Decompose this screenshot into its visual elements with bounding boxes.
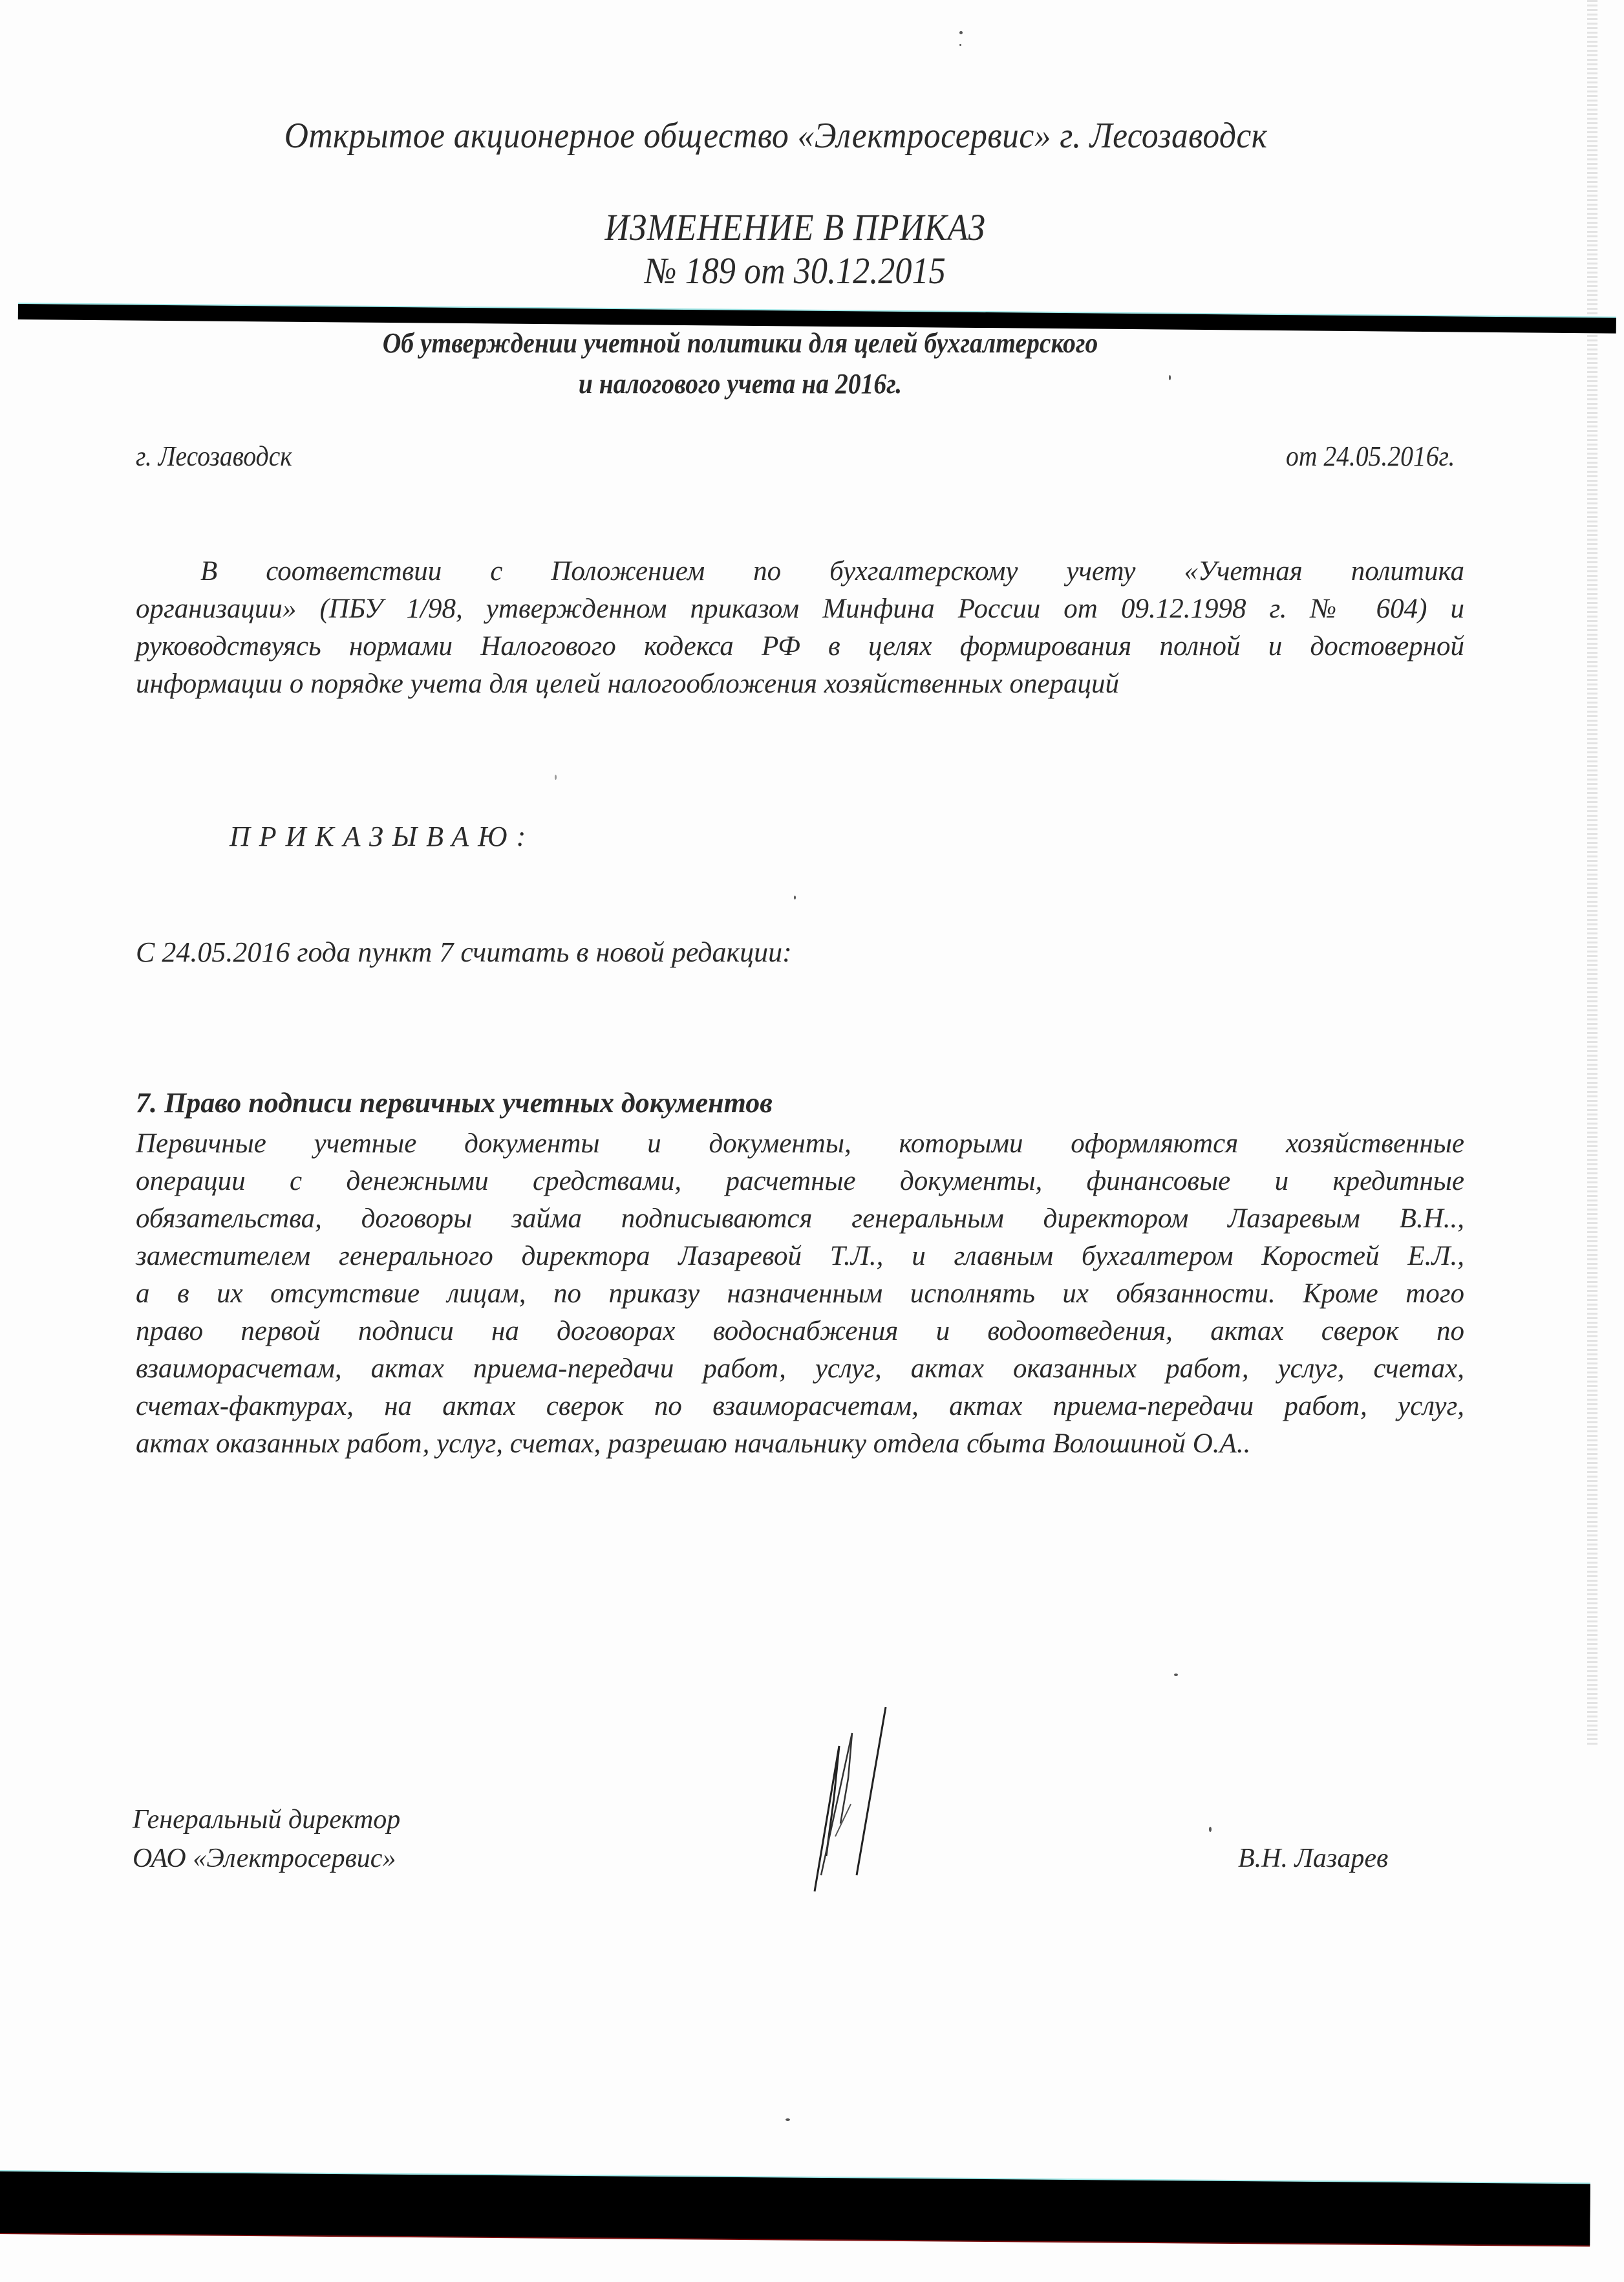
preamble-line: организации» (ПБУ 1/98, утвержденном приказом Минфина России от 09.12.1998 г. № 604) и — [136, 594, 1464, 624]
section-body-paragraph — [136, 1125, 1464, 1463]
section-line: взаиморасчетам, актах приема-передачи работ, услуг, актах оказанных работ, услуг, счетах, — [136, 1353, 1464, 1384]
scan-speck — [555, 775, 557, 780]
subtitle-line-2: и налогового учета на 2016г. — [578, 368, 903, 400]
scan-speck — [959, 31, 963, 34]
section-line: а в их отсутствие лицам, по приказу назначенным исполнять их обязанности. Кроме того — [136, 1278, 1464, 1309]
subtitle-line-1: Об утверждении учетной политики для целей бухгалтерского — [382, 327, 1098, 359]
section-line: право первой подписи на договорах водоснабжения и водоотведения, актах сверок по — [136, 1316, 1464, 1346]
section-line: актах оказанных работ, услуг, счетах, разрешаю начальнику отдела сбыта Волошиной О.А.. — [136, 1428, 1251, 1459]
scanner-noise-strip — [1587, 0, 1597, 1746]
scan-speck — [1174, 1674, 1178, 1676]
section-line: обязательства, договоры займа подписываются генеральным директором Лазаревым В.Н.., — [136, 1203, 1464, 1234]
scan-speck — [1209, 1827, 1212, 1832]
scan-speck — [785, 2118, 790, 2121]
scan-speck — [794, 896, 796, 899]
section-heading: 7. Право подписи первичных учетных документов — [136, 1087, 773, 1119]
scan-speck — [959, 44, 961, 46]
signatory-organization: ОАО «Электросервис» — [133, 1844, 396, 1873]
preamble-line: руководствуясь нормами Налогового кодекса РФ в целях формирования полной и достоверной — [136, 631, 1464, 662]
order-reference: № 189 от 30.12.2015 — [645, 250, 946, 292]
organization-header: Открытое акционерное общество «Электросервис» г. Лесозаводск — [284, 116, 1268, 156]
preamble-line: В соответствии с Положением по бухгалтерскому учету «Учетная политика — [200, 556, 1464, 587]
document-place: г. Лесозаводск — [136, 440, 292, 472]
section-line: заместителем генерального директора Лазаревой Т.Л., и главным бухгалтером Коростей Е.Л., — [136, 1241, 1464, 1271]
section-line: операции с денежными средствами, расчетные документы, финансовые и кредитные — [136, 1166, 1464, 1196]
section-line: Первичные учетные документы и документы, которыми оформляются хозяйственные — [136, 1128, 1464, 1159]
order-statement: С 24.05.2016 года пункт 7 считать в новой редакции: — [136, 936, 792, 968]
order-keyword: ПРИКАЗЫВАЮ: — [230, 821, 535, 852]
document-date: от 24.05.2016г. — [1285, 440, 1455, 472]
section-line: счетах-фактурах, на актах сверок по взаиморасчетам, актах приема-передачи работ, услуг, — [136, 1391, 1464, 1421]
signatory-role: Генеральный директор — [133, 1805, 401, 1835]
preamble-line: информации о порядке учета для целей налогообложения хозяйственных операций — [136, 669, 1120, 699]
scan-bottom-black-bar — [0, 2171, 1590, 2245]
document-title: ИЗМЕНЕНИЕ В ПРИКАЗ — [604, 206, 986, 248]
signatory-name: В.Н. Лазарев — [1238, 1844, 1389, 1873]
preamble-paragraph — [136, 553, 1464, 703]
handwritten-signature-icon — [789, 1707, 970, 1901]
